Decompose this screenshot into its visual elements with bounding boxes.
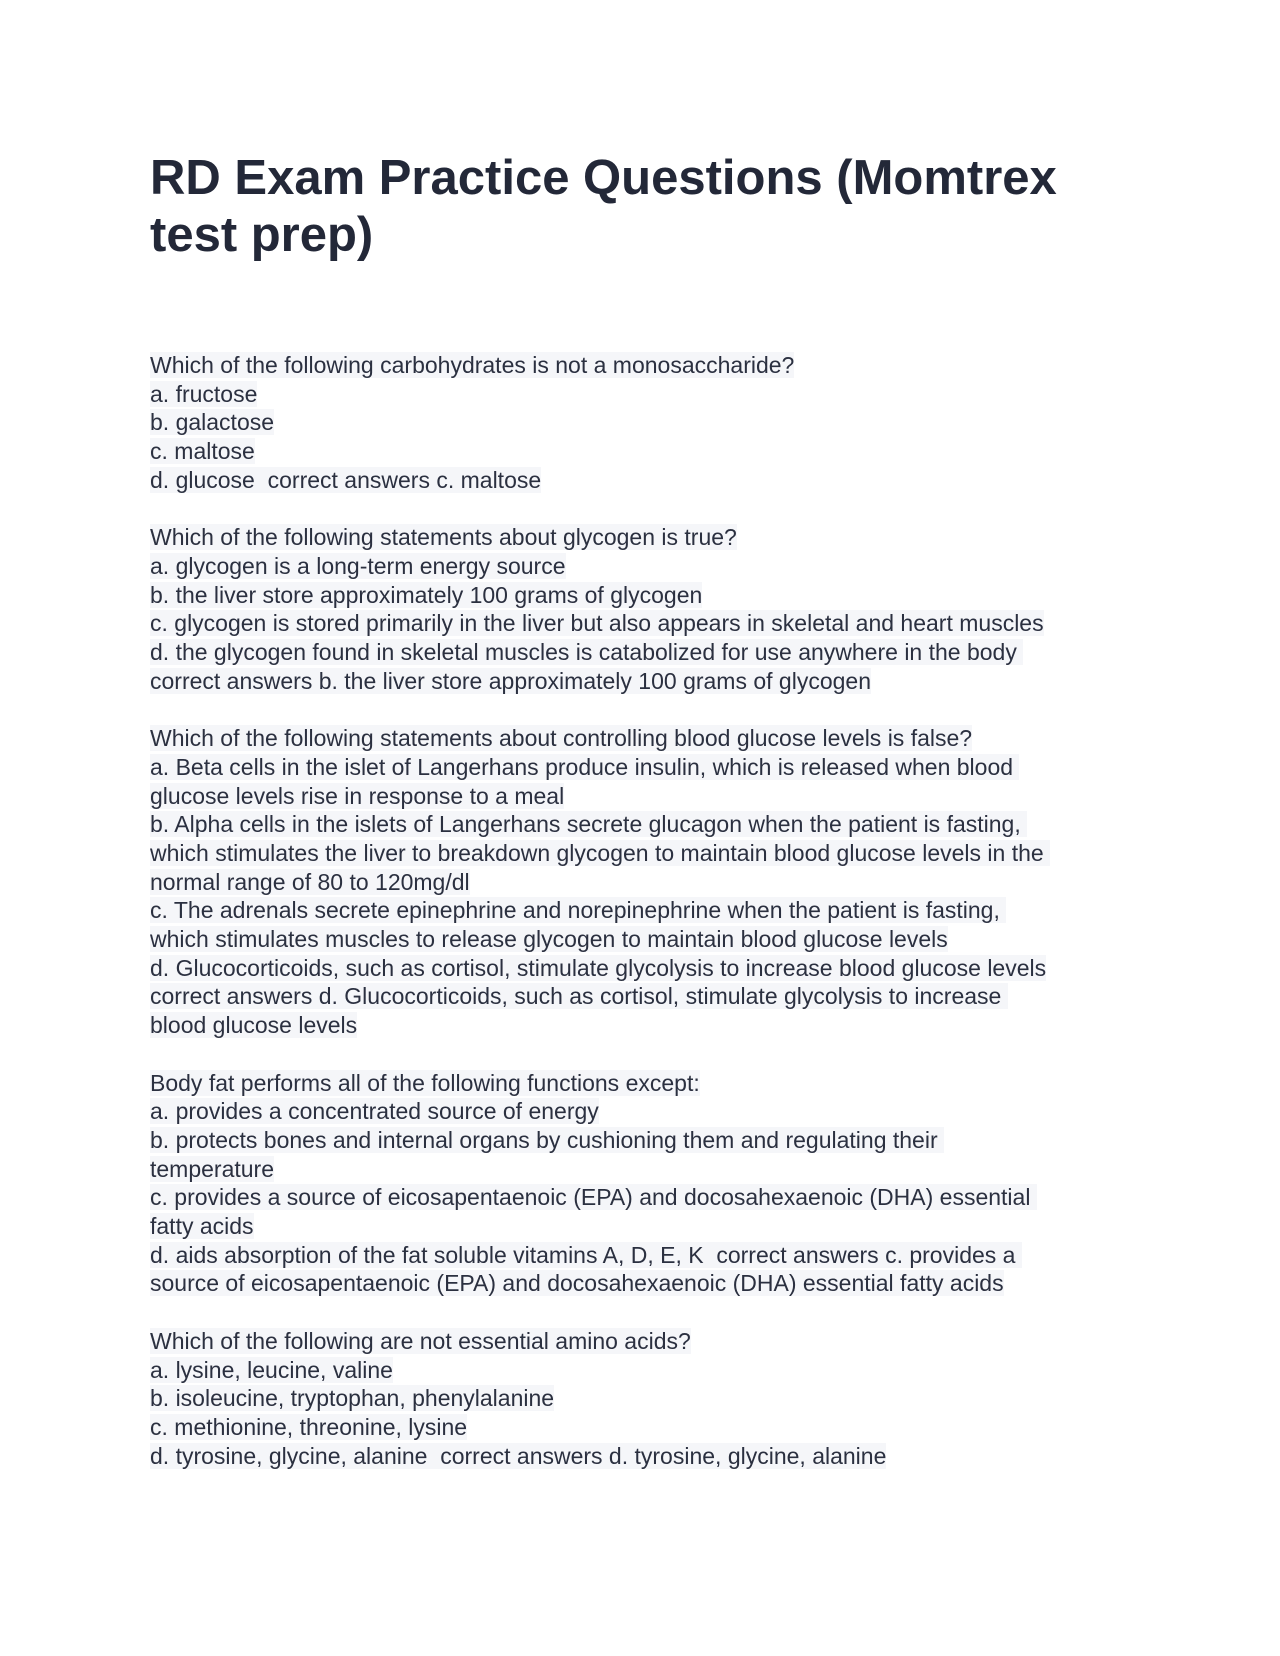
- question-text: [150, 1069, 1135, 1098]
- line-text: Which of the following statements about controlling blood glucose levels is false?: [150, 725, 973, 752]
- line-text: a. Beta cells in the islet of Langerhans produce insulin, which is released when blood: [150, 753, 1020, 780]
- line-text: c. glycogen is stored primarily in the liver but also appears in skeletal and heart muscles: [150, 610, 1044, 637]
- answer-line: [150, 1356, 1135, 1385]
- question-block: [150, 724, 1135, 1040]
- line-text: blood glucose levels: [150, 1012, 358, 1039]
- line-text: glucose levels rise in response to a meal: [150, 782, 565, 809]
- answer-line: [150, 609, 1135, 638]
- answer-line: [150, 782, 1135, 811]
- line-text: a. glycogen is a long-term energy source: [150, 552, 566, 579]
- line-text: Body fat performs all of the following functions except:: [150, 1069, 700, 1096]
- line-text: fatty acids: [150, 1213, 254, 1240]
- answer-line: [150, 896, 1135, 925]
- line-text: d. tyrosine, glycine, alanine correct answers d. tyrosine, glycine, alanine: [150, 1442, 887, 1469]
- answer-line: [150, 1212, 1135, 1241]
- line-text: a. fructose: [150, 380, 258, 407]
- answer-line: [150, 1155, 1135, 1184]
- answer-line: [150, 1442, 1135, 1471]
- answer-line: [150, 1269, 1135, 1298]
- line-text: b. the liver store approximately 100 grams of glycogen: [150, 581, 703, 608]
- line-text: b. galactose: [150, 409, 275, 436]
- line-text: b. protects bones and internal organs by cushioning them and regulating their: [150, 1126, 945, 1153]
- question-text: [150, 351, 1135, 380]
- line-text: Which of the following carbohydrates is not a monosaccharide?: [150, 352, 795, 378]
- line-text: which stimulates muscles to release glycogen to maintain blood glucose levels: [150, 926, 948, 953]
- question-block: [150, 523, 1135, 695]
- line-text: d. glucose correct answers c. maltose: [150, 466, 542, 493]
- answer-line: [150, 466, 1135, 495]
- line-text: Which of the following statements about glycogen is true?: [150, 524, 737, 551]
- line-text: b. isoleucine, tryptophan, phenylalanine: [150, 1385, 555, 1412]
- line-text: c. methionine, threonine, lysine: [150, 1413, 468, 1440]
- answer-line: [150, 638, 1135, 667]
- line-text: source of eicosapentaenoic (EPA) and docosahexaenoic (DHA) essential fatty acids: [150, 1270, 1004, 1297]
- answer-line: [150, 954, 1135, 983]
- answer-line: [150, 552, 1135, 581]
- question-text: [150, 724, 1135, 753]
- answer-line: [150, 1011, 1135, 1040]
- answer-line: [150, 1241, 1135, 1270]
- answer-line: [150, 581, 1135, 610]
- line-text: c. provides a source of eicosapentaenoic (EPA) and docosahexaenoic (DHA) essential: [150, 1184, 1037, 1211]
- question-list: [150, 351, 1135, 1499]
- question-block: [150, 1069, 1135, 1299]
- line-text: a. provides a concentrated source of energy: [150, 1098, 599, 1125]
- line-text: correct answers d. Glucocorticoids, such as cortisol, stimulate glycolysis to increase: [150, 983, 1008, 1010]
- answer-line: [150, 667, 1135, 696]
- line-text: Which of the following are not essential amino acids?: [150, 1327, 691, 1354]
- line-text: temperature: [150, 1155, 275, 1182]
- line-text: d. Glucocorticoids, such as cortisol, stimulate glycolysis to increase blood glucose levels: [150, 954, 1047, 981]
- line-text: normal range of 80 to 120mg/dl: [150, 868, 470, 895]
- answer-line: [150, 1183, 1135, 1212]
- question-block: [150, 351, 1135, 495]
- answer-line: [150, 380, 1135, 409]
- answer-line: [150, 1384, 1135, 1413]
- answer-line: [150, 868, 1135, 897]
- answer-line: [150, 1126, 1135, 1155]
- answer-line: [150, 925, 1135, 954]
- question-block: [150, 1327, 1135, 1471]
- question-text: [150, 523, 1135, 552]
- answer-line: [150, 408, 1135, 437]
- answer-line: [150, 1413, 1135, 1442]
- answer-line: [150, 753, 1135, 782]
- line-text: d. aids absorption of the fat soluble vitamins A, D, E, K correct answers c. provides a: [150, 1241, 1022, 1268]
- answer-line: [150, 982, 1135, 1011]
- line-text: correct answers b. the liver store approximately 100 grams of glycogen: [150, 667, 871, 694]
- line-text: c. maltose: [150, 438, 255, 465]
- line-text: b. Alpha cells in the islets of Langerhans secrete glucagon when the patient is fasting,: [150, 811, 1028, 838]
- document-title: RD Exam Practice Questions (Momtrex test prep): [150, 151, 1057, 262]
- line-text: c. The adrenals secrete epinephrine and norepinephrine when the patient is fasting,: [150, 897, 1007, 924]
- line-text: a. lysine, leucine, valine: [150, 1356, 393, 1383]
- question-text: [150, 1327, 1135, 1356]
- answer-line: [150, 437, 1135, 466]
- line-text: which stimulates the liver to breakdown glycogen to maintain blood glucose levels in the: [150, 839, 1051, 866]
- answer-line: [150, 810, 1135, 839]
- answer-line: [150, 1097, 1135, 1126]
- answer-line: [150, 839, 1135, 868]
- line-text: d. the glycogen found in skeletal muscles is catabolized for use anywhere in the body: [150, 639, 1024, 666]
